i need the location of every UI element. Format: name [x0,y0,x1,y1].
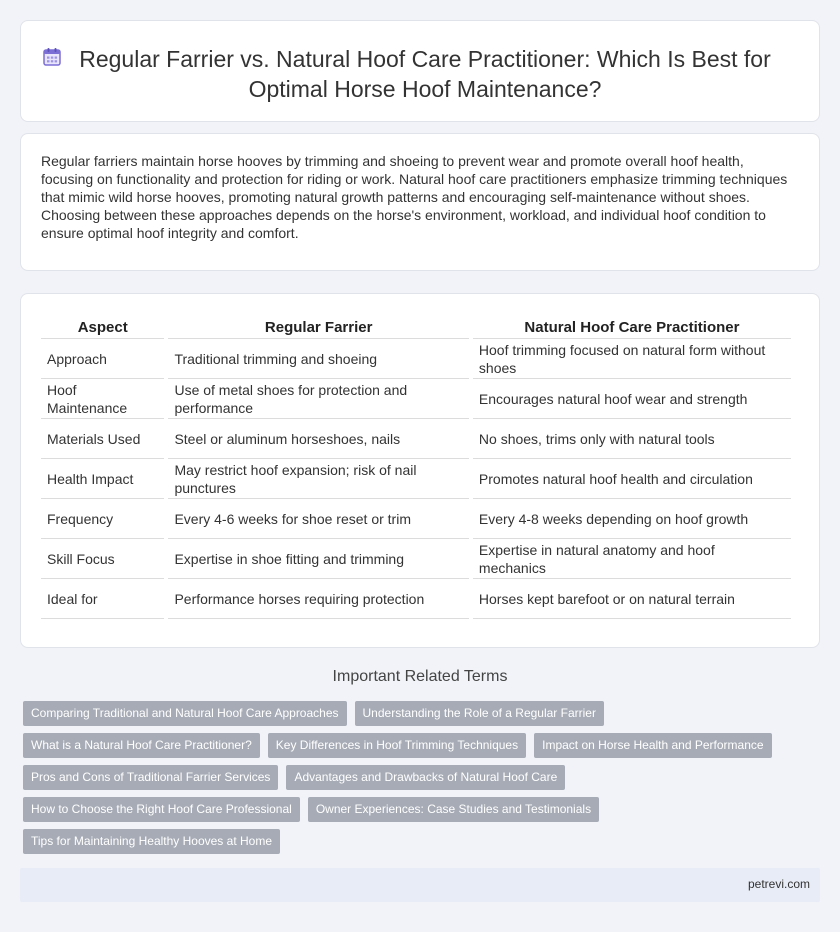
related-term-link[interactable]: Key Differences in Hoof Trimming Techniques [268,733,526,758]
related-term-link[interactable]: Comparing Traditional and Natural Hoof Care Approaches [23,701,347,726]
footer-site-link[interactable]: petrevi.com [747,877,810,891]
table-row [41,339,791,379]
table-row [41,379,791,419]
table-row [41,419,791,459]
related-term-link[interactable]: Impact on Horse Health and Performance [534,733,771,758]
cell-natural-practitioner: Expertise in natural anatomy and hoof mechanics [473,539,791,579]
cell-regular-farrier: Every 4-6 weeks for shoe reset or trim [168,499,468,539]
header-aspect: Aspect [41,314,164,339]
calendar-icon [42,47,62,67]
table-row [41,539,791,579]
related-term-link[interactable]: Owner Experiences: Case Studies and Testimonials [308,797,599,822]
cell-aspect: Health Impact [41,459,164,499]
related-term-link[interactable]: Understanding the Role of a Regular Farrier [355,701,604,726]
related-term-link[interactable]: Advantages and Drawbacks of Natural Hoof Care [286,765,565,790]
cell-natural-practitioner: Every 4-8 weeks depending on hoof growth [473,499,791,539]
header-natural-practitioner: Natural Hoof Care Practitioner [473,314,791,339]
title-card [20,20,820,122]
footer [20,868,820,902]
cell-aspect: Approach [41,339,164,379]
cell-aspect: Hoof Maintenance [41,379,164,419]
comparison-table [37,314,795,619]
related-term-link[interactable]: Pros and Cons of Traditional Farrier Services [23,765,278,790]
cell-natural-practitioner: Hoof trimming focused on natural form without shoes [473,339,791,379]
cell-aspect: Ideal for [41,579,164,619]
cell-regular-farrier: Traditional trimming and shoeing [168,339,468,379]
cell-regular-farrier: Steel or aluminum horseshoes, nails [168,419,468,459]
cell-aspect: Materials Used [41,419,164,459]
related-term-link[interactable]: How to Choose the Right Hoof Care Professional [23,797,300,822]
cell-regular-farrier: Expertise in shoe fitting and trimming [168,539,468,579]
comparison-table-card [20,293,820,648]
cell-natural-practitioner: Encourages natural hoof wear and strength [473,379,791,419]
related-term-link[interactable]: What is a Natural Hoof Care Practitioner? [23,733,260,758]
table-header-row [41,314,791,339]
page-title: Regular Farrier vs. Natural Hoof Care Practitioner: Which Is Best for Optimal Horse Hoof Maintenance? [79,46,771,102]
summary-text: Regular farriers maintain horse hooves by trimming and shoeing to prevent wear and promote overall hoof health, focusing on functionality and protection for riding or work. Natural hoof care practitioners emphasize trimming techniques that mimic wild horse hooves, promoting natural growth patterns and encouraging self-maintenance without shoes. Choosing between these approaches depends on the horse's environment, workload, and individual hoof condition to ensure optimal hoof integrity and comfort. [41,153,788,241]
cell-natural-practitioner: Promotes natural hoof health and circulation [473,459,791,499]
cell-regular-farrier: May restrict hoof expansion; risk of nail punctures [168,459,468,499]
table-row [41,579,791,619]
related-terms-list [23,701,803,854]
cell-regular-farrier: Use of metal shoes for protection and performance [168,379,468,419]
cell-natural-practitioner: Horses kept barefoot or on natural terrain [473,579,791,619]
cell-regular-farrier: Performance horses requiring protection [168,579,468,619]
cell-natural-practitioner: No shoes, trims only with natural tools [473,419,791,459]
related-term-link[interactable]: Tips for Maintaining Healthy Hooves at Home [23,829,280,854]
related-terms-title: Important Related Terms [332,668,508,685]
cell-aspect: Skill Focus [41,539,164,579]
cell-aspect: Frequency [41,499,164,539]
table-row [41,499,791,539]
summary-card [20,133,820,271]
table-row [41,459,791,499]
header-regular-farrier: Regular Farrier [168,314,468,339]
